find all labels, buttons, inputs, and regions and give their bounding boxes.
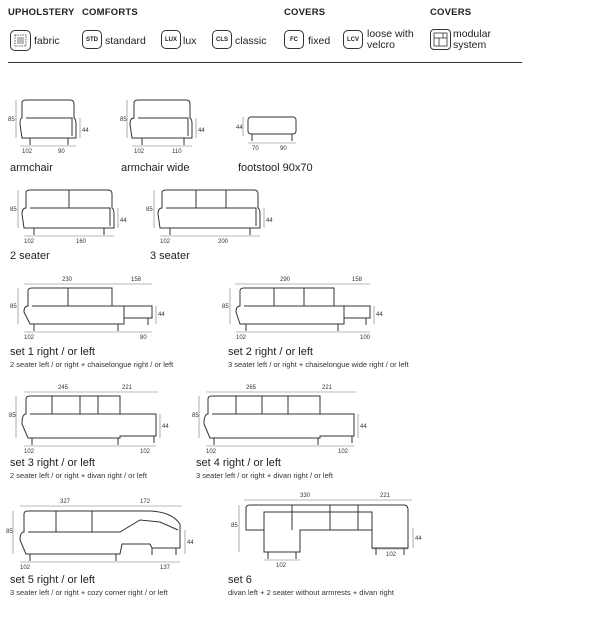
three-seater-name: 3 seater bbox=[150, 250, 190, 262]
set-6-dim-depth-right: 102 bbox=[386, 552, 397, 558]
set-5-dim-corner: 137 bbox=[160, 565, 171, 571]
two-seater-dim-seat: 44 bbox=[120, 218, 127, 224]
armchair-dim-seat: 44 bbox=[82, 128, 89, 134]
lux-badge: LUX bbox=[161, 30, 181, 49]
set-4-dim-depth: 102 bbox=[206, 449, 217, 455]
footstool-name: footstool 90x70 bbox=[238, 162, 313, 174]
set-1-dim-height: 85 bbox=[10, 304, 17, 310]
standard-label: standard bbox=[105, 35, 146, 47]
set-6-name: set 6 bbox=[228, 574, 252, 586]
two-seater-drawing bbox=[10, 190, 127, 245]
set-6-dim-top-right: 221 bbox=[380, 493, 391, 499]
fixed-label: fixed bbox=[308, 35, 331, 47]
set-2-dim-depth: 102 bbox=[236, 335, 247, 341]
set-3-dim-divan: 102 bbox=[140, 449, 151, 455]
armchair-wide-dim-height: 85 bbox=[120, 117, 127, 123]
set-1-name: set 1 right / or left bbox=[10, 346, 95, 358]
set-4-dim-height: 85 bbox=[192, 413, 199, 419]
set-1-dim-chaise: 80 bbox=[140, 335, 147, 341]
two-seater-name: 2 seater bbox=[10, 250, 50, 262]
armchair-wide-name: armchair wide bbox=[121, 162, 190, 174]
three-seater-dim-seat: 44 bbox=[266, 218, 273, 224]
set-3-dim-seat: 44 bbox=[162, 424, 169, 430]
footstool-drawing bbox=[236, 117, 296, 152]
covers-heading-2: COVERS bbox=[430, 7, 472, 18]
set-2-dim-chaise: 100 bbox=[360, 335, 371, 341]
armchair-name: armchair bbox=[10, 162, 53, 174]
set-3-dim-top-right: 221 bbox=[122, 385, 133, 391]
set-2-description: 3 seater left / or right + chaiselongue wide right / or left bbox=[228, 360, 409, 369]
set-1-drawing bbox=[10, 277, 165, 341]
std-badge: STD bbox=[82, 30, 102, 49]
set-4-dim-divan: 102 bbox=[338, 449, 349, 455]
set-1-dim-depth: 102 bbox=[24, 335, 35, 341]
two-seater-dim-width: 160 bbox=[76, 239, 87, 245]
set-3-drawing bbox=[9, 385, 169, 455]
three-seater-dim-height: 85 bbox=[146, 207, 153, 213]
set-4-drawing bbox=[192, 385, 367, 455]
armchair-wide-dim-depth: 102 bbox=[134, 149, 145, 155]
set-3-dim-top-left: 245 bbox=[58, 385, 69, 391]
three-seater-drawing bbox=[146, 190, 273, 245]
set-5-dim-top-left: 327 bbox=[60, 499, 71, 505]
set-6-description: divan left + 2 seater without armrests + divan right bbox=[228, 588, 394, 597]
armchair-wide-dim-width: 110 bbox=[172, 149, 182, 155]
set-6-dim-depth-left: 102 bbox=[276, 563, 287, 569]
set-5-dim-height: 85 bbox=[6, 529, 13, 535]
comforts-heading: COMFORTS bbox=[82, 7, 138, 18]
system-line: system bbox=[453, 39, 487, 51]
set-2-dim-top-left: 290 bbox=[280, 277, 291, 283]
set-4-dim-top-right: 221 bbox=[322, 385, 333, 391]
set-2-name: set 2 right / or left bbox=[228, 346, 313, 358]
cls-badge: CLS bbox=[212, 30, 232, 49]
footstool-dim-depth: 70 bbox=[252, 146, 259, 152]
set-5-dim-depth: 102 bbox=[20, 565, 31, 571]
fabric-label: fabric bbox=[34, 35, 60, 47]
armchair-drawing bbox=[8, 100, 89, 155]
set-4-name: set 4 right / or left bbox=[196, 457, 281, 469]
set-6-dim-seat: 44 bbox=[415, 536, 422, 542]
set-1-dim-top-left: 230 bbox=[62, 277, 73, 283]
armchair-dim-height: 85 bbox=[8, 117, 15, 123]
set-5-dim-seat: 44 bbox=[187, 540, 194, 546]
upholstery-heading: UPHOLSTERY bbox=[8, 7, 75, 18]
footstool-dim-width: 90 bbox=[280, 146, 287, 152]
three-seater-dim-width: 200 bbox=[218, 239, 229, 245]
three-seater-dim-depth: 102 bbox=[160, 239, 171, 245]
set-5-drawing bbox=[6, 499, 194, 571]
lcv-badge: LCV bbox=[343, 30, 363, 49]
velcro-line: velcro bbox=[367, 39, 396, 51]
set-2-drawing bbox=[222, 277, 383, 341]
armchair-wide-dim-seat: 44 bbox=[198, 128, 205, 134]
footstool-dim-height: 44 bbox=[236, 125, 243, 131]
set-4-description: 3 seater left / or right + divan right / or left bbox=[196, 471, 333, 480]
set-2-dim-top-right: 158 bbox=[352, 277, 363, 283]
armchair-dim-depth: 102 bbox=[22, 149, 33, 155]
set-3-dim-height: 85 bbox=[9, 413, 16, 419]
set-1-dim-seat: 44 bbox=[158, 312, 165, 318]
set-1-dim-top-right: 158 bbox=[131, 277, 142, 283]
set-4-dim-seat: 44 bbox=[360, 424, 367, 430]
two-seater-dim-height: 85 bbox=[10, 207, 17, 213]
set-6-dim-height: 85 bbox=[231, 523, 238, 529]
set-5-dim-top-right: 172 bbox=[140, 499, 151, 505]
modular-line: modular bbox=[453, 28, 491, 40]
covers-heading: COVERS bbox=[284, 7, 326, 18]
armchair-dim-width: 90 bbox=[58, 149, 65, 155]
set-3-dim-depth: 102 bbox=[24, 449, 35, 455]
set-3-name: set 3 right / or left bbox=[10, 457, 95, 469]
set-1-description: 2 seater left / or right + chaiselongue right / or left bbox=[10, 360, 174, 369]
set-2-dim-seat: 44 bbox=[376, 312, 383, 318]
loose-with-line: loose with bbox=[367, 28, 414, 40]
set-6-dim-top-left: 330 bbox=[300, 493, 311, 499]
fc-badge: FC bbox=[284, 30, 304, 49]
set-3-description: 2 seater left / or right + divan right / or left bbox=[10, 471, 147, 480]
set-2-dim-height: 85 bbox=[222, 304, 229, 310]
lux-label: lux bbox=[183, 35, 197, 47]
classic-label: classic bbox=[235, 35, 267, 47]
set-5-description: 3 seater left / or right + cozy corner right / or left bbox=[10, 588, 168, 597]
set-5-name: set 5 right / or left bbox=[10, 574, 95, 586]
set-4-dim-top-left: 265 bbox=[246, 385, 257, 391]
set-6-drawing bbox=[231, 493, 422, 569]
armchair-wide-drawing bbox=[120, 100, 205, 155]
two-seater-dim-depth: 102 bbox=[24, 239, 35, 245]
